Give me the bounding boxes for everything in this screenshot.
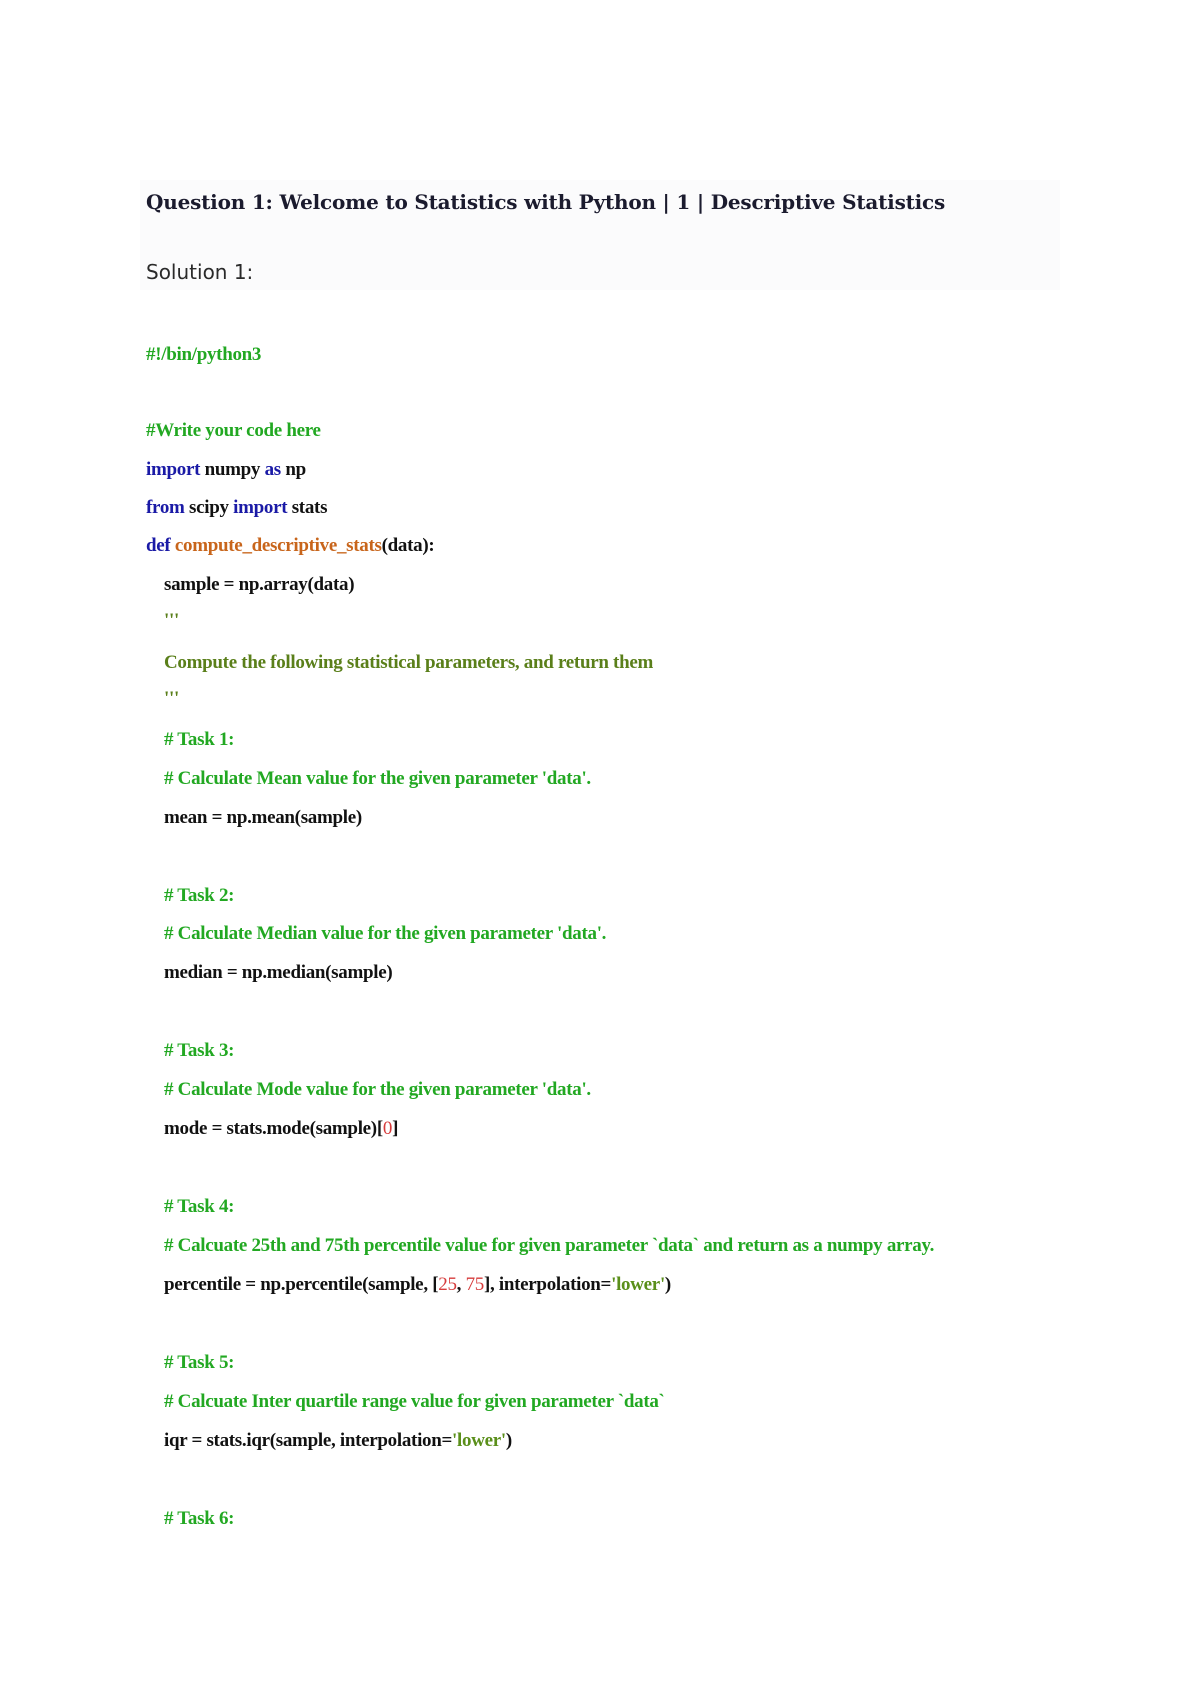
task5-header: # Task 5: — [164, 1352, 235, 1373]
keyword-def: def — [146, 535, 171, 556]
code-text: stats — [287, 497, 328, 518]
docstring-close: ''' — [164, 688, 179, 709]
task5-comment: # Calcuate Inter quartile range value for given parameter `data` — [164, 1391, 665, 1412]
code-sample-line: sample = np.array(data) — [164, 574, 355, 595]
keyword-import: import — [233, 497, 288, 518]
string-literal: 'lower' — [452, 1430, 506, 1451]
keyword-as: as — [264, 459, 281, 480]
task4-code — [164, 1274, 671, 1296]
code-shebang: #!/bin/python3 — [146, 344, 262, 365]
code-text: np — [280, 459, 306, 480]
number-literal: 0 — [382, 1118, 393, 1139]
function-name: compute_descriptive_stats — [170, 535, 382, 556]
task4-header: # Task 4: — [164, 1196, 235, 1217]
code-text: percentile = np.percentile(sample, [ — [164, 1274, 439, 1295]
task1-header: # Task 1: — [164, 729, 235, 750]
number-literal: 75 — [465, 1274, 484, 1295]
code-comment-write: #Write your code here — [146, 420, 321, 441]
task5-code — [164, 1430, 512, 1452]
solution-label: Solution 1: — [146, 260, 254, 284]
code-text: ], interpolation= — [483, 1274, 612, 1295]
code-import-numpy — [146, 459, 306, 481]
task6-header: # Task 6: — [164, 1508, 235, 1529]
task3-header: # Task 3: — [164, 1040, 235, 1061]
code-text: numpy — [200, 459, 265, 480]
code-def-line — [146, 535, 434, 557]
code-text: ] — [392, 1118, 399, 1139]
code-text: scipy — [184, 497, 234, 518]
code-text: , — [456, 1274, 466, 1295]
docstring-open: ''' — [164, 610, 179, 631]
task2-header: # Task 2: — [164, 885, 235, 906]
task2-code: median = np.median(sample) — [164, 962, 393, 983]
code-text: mode = stats.mode(sample)[ — [164, 1118, 383, 1139]
string-literal: 'lower' — [611, 1274, 665, 1295]
function-args: (data): — [381, 535, 435, 556]
code-text: ) — [505, 1430, 512, 1451]
code-text: iqr = stats.iqr(sample, interpolation= — [164, 1430, 453, 1451]
question-title: Question 1: Welcome to Statistics with Python | 1 | Descriptive Statistics — [146, 190, 946, 214]
task1-code: mean = np.mean(sample) — [164, 807, 362, 828]
docstring-text: Compute the following statistical parameters, and return them — [164, 652, 654, 673]
number-literal: 25 — [438, 1274, 457, 1295]
task1-comment: # Calculate Mean value for the given parameter 'data'. — [164, 768, 591, 789]
task3-comment: # Calculate Mode value for the given parameter 'data'. — [164, 1079, 591, 1100]
keyword-import: import — [146, 459, 201, 480]
keyword-from: from — [146, 497, 185, 518]
task2-comment: # Calculate Median value for the given parameter 'data'. — [164, 923, 607, 944]
task4-comment: # Calcuate 25th and 75th percentile value for given parameter `data` and return as a numpy array. — [164, 1235, 935, 1256]
task3-code — [164, 1118, 398, 1140]
code-import-stats — [146, 497, 327, 519]
code-text: ) — [664, 1274, 671, 1295]
